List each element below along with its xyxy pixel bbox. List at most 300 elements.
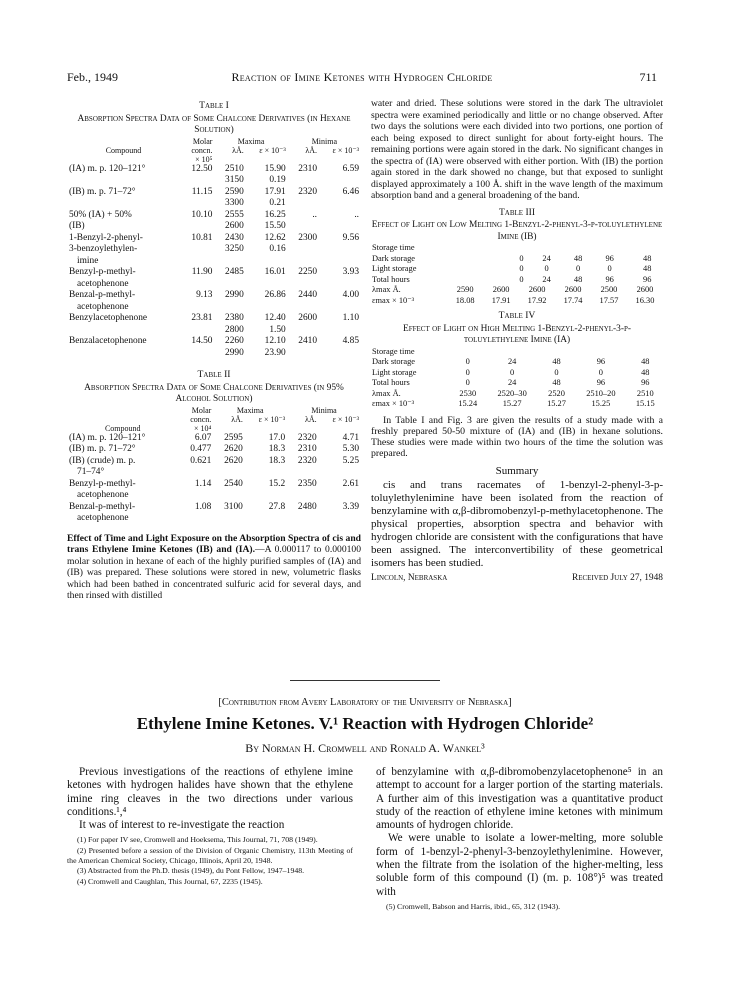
table-cell: [319, 467, 361, 479]
table-cell: 0: [519, 264, 524, 273]
table3-body: [371, 254, 663, 286]
table-cell: 0.477: [190, 444, 212, 454]
summary-heading: Summary: [495, 464, 539, 477]
table-cell: 3250: [225, 244, 244, 254]
table-cell: 2520: [548, 388, 565, 398]
table-cell: 3.93: [342, 267, 359, 277]
table-cell: 9.13: [196, 290, 213, 300]
table2-head-lam2: λÅ.: [305, 414, 317, 424]
table-cell: 23.90: [264, 347, 286, 358]
table-cell: 0: [576, 264, 581, 273]
table-cell: 2.61: [342, 478, 359, 489]
table3-caption: Effect of Light on Low Melting 1-Benzyl-2-phenyl-3-p-toluylethylene Imine (IB): [371, 220, 663, 242]
summary-footer: [371, 573, 663, 585]
table-note: In Table I and Fig. 3 are given the results of a study made with a freshly prepared 50-50 mixture of (IA) and (IB) in hexane solutions. These studies were made within two hours of the time the solution was prepared.: [371, 414, 663, 460]
table-cell: 2260: [225, 336, 244, 346]
table2-head-molar: Molar: [191, 405, 212, 415]
summary-text: cis and trans racemates of 1-benzyl-2-phenyl-3-p-toluylethylenimine have been isolated from the reaction of benzylamine with α,β-dibromobenzyl-p-methylacetophenone. The physical properties, absorption spectra and behavior with hydrogen chloride are consistent with the configurations that have been assigned. The interconvertibility of these geometrical isomers has been studied.: [371, 479, 663, 570]
table1: [67, 137, 361, 360]
table-row: [371, 389, 663, 400]
page-header: [67, 70, 657, 86]
table-cell: (IB) m. p. 71–72°: [69, 186, 136, 197]
table-cell: εmax × 10⁻³: [372, 399, 415, 408]
table-cell: 71–74°: [77, 467, 105, 477]
table-cell: 10.81: [191, 232, 213, 243]
table4-label: Table IV: [498, 310, 536, 321]
table-cell: [288, 279, 319, 291]
table-cell: [180, 256, 215, 268]
table-cell: 2620: [224, 444, 243, 454]
table3-eps-label: εmax × 10⁻³: [372, 295, 415, 305]
table1-head-concn: concn.: [191, 145, 213, 155]
article-title: Ethylene Imine Ketones. V.¹ Reaction with Hydrogen Chloride²: [136, 714, 594, 733]
body-paragraph: It was of interest to re-investigate the reaction: [79, 819, 285, 832]
table-cell: 48: [552, 378, 561, 387]
table-cell: 2510: [225, 163, 244, 174]
table-cell: 2510–20: [586, 388, 616, 398]
table-cell: 2510: [636, 388, 654, 398]
table-cell: 0: [519, 253, 524, 263]
table-cell: 4.71: [342, 432, 359, 443]
table-cell: 2430: [225, 232, 244, 243]
table3-lam-row: [371, 285, 663, 296]
table1-head-maxima: Maxima: [237, 136, 265, 146]
table-cell: [319, 302, 361, 314]
table-cell: 48: [641, 367, 650, 377]
table-cell: [245, 467, 287, 479]
table-cell: 1.08: [194, 501, 212, 512]
table-row: [67, 456, 361, 468]
table3-spectra: [371, 285, 663, 306]
table-cell: acetophenone: [77, 513, 129, 523]
table-cell: 10.10: [191, 209, 213, 220]
table2-caption: Absorption Spectra Data of Some Chalcone Derivatives (in 95% Alcohol Solution): [84, 382, 344, 404]
table-row: [371, 357, 663, 368]
table-cell: 6.07: [194, 432, 212, 443]
effect-heading: Effect of Time and Light Exposure on the Absorption Spectra of cis and trans Ethylene Imine Ketones (IB) and (IA).: [67, 532, 361, 555]
footnote: (1) For paper IV see, Cromwell and Hoeksema, This Journal, 71, 708 (1949).: [77, 835, 318, 845]
location: Lincoln, Nebraska: [371, 573, 448, 584]
table-cell: 17.91: [264, 186, 286, 197]
table-row: [371, 399, 663, 410]
table-cell: 11.15: [191, 186, 213, 197]
table-cell: [213, 467, 245, 479]
table-row: [67, 290, 361, 302]
table-cell: acetophenone: [77, 278, 129, 289]
table2-head-concn: concn.: [190, 414, 212, 424]
table-cell: [288, 348, 319, 360]
table-cell: [319, 513, 361, 525]
table-cell: [180, 221, 215, 233]
table-cell: [319, 198, 361, 210]
table-cell: 0.16: [269, 244, 286, 254]
table-cell: Light storage: [372, 367, 417, 377]
table-cell: 2250: [298, 267, 318, 277]
table-cell: 2410: [298, 336, 318, 346]
table-cell: 2310: [298, 163, 318, 174]
table1-head-lam2: λÅ.: [305, 145, 318, 155]
table-cell: 2320: [297, 432, 317, 443]
table-cell: 15.90: [264, 163, 286, 174]
table-cell: [288, 302, 319, 314]
table-cell: (IA) m. p. 120–121°: [69, 432, 146, 443]
table1-head-compound: Compound: [105, 145, 142, 155]
table-cell: 1-Benzyl-2-phenyl-: [69, 232, 143, 243]
table-cell: Dark storage: [372, 253, 416, 263]
table-cell: [245, 490, 287, 502]
table4-caption: Effect of Light on High Melting 1-Benzyl-2-phenyl-3-p-toluylethylene Imine (IA): [403, 323, 631, 345]
body-right-column: [376, 766, 663, 912]
table-cell: 15.24: [458, 399, 478, 408]
table-row: [67, 256, 361, 268]
table-cell: 50% (IA) + 50%: [69, 209, 132, 220]
table3-eps-row: [371, 296, 663, 307]
table-cell: 48: [573, 274, 583, 284]
table-cell: [287, 513, 319, 525]
table-row: [67, 325, 361, 337]
footnotes: [67, 835, 353, 886]
table-cell: [246, 302, 288, 314]
table-cell: 2590: [225, 186, 244, 197]
table-cell: 17.92: [527, 295, 547, 305]
table-cell: [246, 256, 288, 268]
table-cell: [319, 244, 361, 256]
table1-caption: Absorption Spectra Data of Some Chalcone Derivatives (in Hexane Solution): [77, 113, 351, 135]
table-cell: [319, 256, 361, 268]
body-paragraph: of benzylamine with α,β-dibromobenzylacetophenone⁵ in an attempt to account for a larger portion of the starting materials. A further aim of this investigation was a quantitative product study of the reaction of ethylene imine ketones with minimum amounts of hydrogen chloride.: [376, 766, 663, 832]
table-cell: acetophenone: [77, 301, 129, 312]
table-row: [67, 513, 361, 525]
table-cell: [180, 302, 215, 314]
table-cell: 2310: [297, 444, 317, 454]
table-cell: 3.39: [342, 501, 359, 512]
table-cell: 0: [519, 274, 524, 284]
table-cell: 96: [596, 378, 606, 387]
table-cell: Benzyl-p-methyl-: [69, 478, 136, 489]
table-cell: Dark storage: [372, 357, 416, 366]
table-cell: 3300: [225, 198, 244, 208]
table-cell: [214, 256, 245, 268]
table1-head-eps: ε × 10⁻³: [259, 145, 286, 155]
table-row: [67, 490, 361, 502]
table-cell: 0: [510, 367, 515, 377]
table-cell: 2595: [224, 432, 243, 443]
effect-text: —A 0.000117 to 0.000100 molar solution in hexane of each of the highly purified samples of (IA) and (IB) was prepared. These solutions were stored in new, volumetric flasks which had been bathed in concentrated sulfuric acid for several days, and then rinsed with distilled: [67, 544, 362, 601]
table-cell: 1.50: [269, 324, 286, 335]
table-row: [67, 479, 361, 491]
table-cell: [67, 325, 180, 337]
table-cell: 9.56: [342, 232, 359, 243]
table-cell: 96: [596, 357, 606, 366]
table-cell: (IB): [69, 221, 85, 231]
table-cell: [178, 513, 213, 525]
table3-label: Table III: [498, 206, 536, 218]
table-cell: [180, 325, 215, 337]
table-cell: 1.10: [342, 313, 359, 323]
table-cell: 15.15: [635, 399, 655, 408]
table-cell: 2600: [225, 221, 244, 231]
table-cell: Benzal-p-methyl-: [69, 501, 136, 512]
table-cell: 48: [552, 357, 561, 366]
table-cell: 18.3: [268, 455, 286, 466]
right-top-paragraph: water and dried. These solutions were stored in the dark The ultraviolet spectra were examined periodically and little or no change observed. After two days the solutions were each divided into two portions, one portion of each being exposed to direct sunlight for about forty-eight hours. The remaining portions were again stored in the dark. No significant changes in the spectra of (IA) were observed with either portion. With (IB) the portion again stored in the dark showed no change, but that exposed to sunlight displayed approximately a 100 Å. shift in the wave length of the maximum absorption band and a general broadening of the band.: [371, 98, 663, 201]
table-cell: 2520–30: [497, 388, 527, 398]
table4-storage-time: Storage time: [372, 346, 415, 356]
table-cell: 23.81: [191, 313, 213, 323]
body-paragraph: We were unable to isolate a lower-melting, more soluble form of 1-benzyl-2-phenyl-3-benzoylethylenimine. However, when the filtrate from the isolation of the higher-melting, less soluble form of this compound (I) (m. p. 108°)⁵ was treated with: [376, 832, 663, 898]
table-cell: [178, 490, 213, 502]
footnotes: [376, 902, 663, 912]
table1-head-minima: Minima: [311, 136, 338, 146]
table3: [371, 243, 663, 285]
right-column: [371, 98, 663, 585]
table-cell: 2320: [298, 186, 318, 197]
table2-head-eps2: ε × 10⁻³: [332, 414, 359, 424]
table2: [67, 406, 361, 525]
table-cell: 12.62: [264, 232, 286, 243]
table-cell: Light storage: [372, 264, 417, 273]
table-cell: 2620: [224, 455, 243, 466]
table-cell: 2600: [564, 285, 582, 294]
table-cell: 24: [542, 253, 551, 263]
table3-lam-label: λmax Å.: [372, 285, 401, 294]
table-cell: 96: [643, 274, 652, 284]
table-cell: 18.3: [268, 444, 286, 454]
table-cell: 3100: [224, 501, 243, 512]
table-cell: 17.74: [563, 295, 583, 305]
table-cell: 2590: [456, 285, 474, 294]
table-cell: 48: [641, 357, 650, 366]
table-cell: [67, 348, 180, 360]
table-cell: 2540: [224, 478, 243, 489]
footnote: (2) Presented before a session of the Division of Organic Chemistry, 113th Meeting of the American Chemical Society, Chicago, Illinois, April 20, 1948.: [67, 846, 353, 865]
table-cell: (IA) m. p. 120–121°: [69, 163, 146, 174]
table-cell: 2320: [297, 455, 317, 466]
table-cell: [288, 221, 319, 233]
table-cell: 15.27: [502, 399, 522, 408]
table-cell: 2500: [600, 285, 618, 294]
body-paragraph: Previous investigations of the reactions of ethylene imine ketones with hydrogen halides have shown that the ethylene imine ring cleaves in the two directions under various conditions.¹,⁴: [67, 766, 353, 818]
table-cell: [288, 256, 319, 268]
table-cell: 0: [598, 367, 603, 377]
table2-head-maxima: Maxima: [236, 405, 264, 415]
table-row: [67, 244, 361, 256]
table-row: [67, 313, 361, 325]
table-cell: ..: [354, 209, 359, 220]
table-row: [67, 467, 361, 479]
table-cell: 17.57: [599, 295, 619, 305]
table-cell: 2600: [528, 285, 546, 294]
received-date: Received July 27, 1948: [571, 573, 663, 584]
table-cell: 2800: [225, 324, 244, 335]
table-row: [371, 264, 663, 275]
table-cell: [319, 221, 361, 233]
table-cell: 27.8: [268, 501, 286, 512]
table-cell: (IB) (crude) m. p.: [69, 455, 136, 466]
table-cell: Total hours: [372, 378, 410, 387]
table-cell: 17.0: [268, 432, 286, 443]
table-cell: 3150: [225, 175, 244, 185]
table-row: [371, 368, 663, 379]
table-cell: [213, 490, 245, 502]
table-cell: 16.25: [264, 209, 286, 220]
table-cell: 0.621: [190, 455, 212, 466]
table2-head-compound: Compound: [104, 423, 141, 433]
table-row: [371, 275, 663, 286]
table2-head-eps: ε × 10⁻³: [258, 414, 286, 424]
table-cell: [180, 279, 215, 291]
table-cell: ..: [312, 209, 318, 220]
table-cell: 2380: [225, 313, 244, 323]
table1-label: Table I: [199, 100, 229, 111]
page-number: 711: [639, 70, 657, 84]
table-cell: 24: [507, 357, 517, 366]
table2-head-x: × 10⁴: [193, 423, 212, 433]
table-row: [67, 233, 361, 245]
table-cell: [288, 325, 319, 337]
table-cell: 2600: [636, 285, 654, 294]
table-cell: 15.25: [591, 399, 611, 408]
table-cell: 0: [465, 367, 470, 377]
table-cell: [288, 198, 319, 210]
table-cell: 15.2: [268, 478, 286, 489]
table-row: [67, 348, 361, 360]
table-cell: 96: [605, 253, 614, 263]
table-row: [67, 198, 361, 210]
footnote: (3) Abstracted from the Ph.D. thesis (1949), du Pont Fellow, 1947–1948.: [77, 866, 305, 876]
table-cell: 2990: [225, 290, 244, 300]
table-cell: λmax Å.: [372, 388, 401, 398]
table-cell: 48: [643, 264, 652, 273]
table-row: [67, 444, 361, 456]
table-cell: (IB) m. p. 71–72°: [69, 444, 136, 454]
contribution-line: [Contribution from Avery Laboratory of the University of Nebraska]: [218, 697, 512, 708]
table-cell: 2600: [298, 313, 318, 323]
table-row: [371, 378, 663, 389]
table-row: [67, 187, 361, 199]
table-cell: Benzyl-p-methyl-: [69, 267, 136, 277]
table-cell: 18.08: [455, 295, 475, 305]
left-column: [67, 98, 361, 602]
table-cell: [180, 348, 215, 360]
table-cell: 24: [507, 378, 517, 387]
table-cell: [67, 198, 180, 210]
table-cell: 5.25: [342, 455, 359, 466]
table-cell: [319, 279, 361, 291]
table-cell: 5.30: [342, 444, 359, 454]
footnote: (5) Cromwell, Babson and Harris, ibid., 65, 312 (1943).: [386, 901, 561, 911]
table-cell: 3-benzoylethylen-: [69, 244, 138, 254]
table1-head-molar: Molar: [192, 136, 213, 146]
table-cell: [319, 175, 361, 187]
table-cell: 4.00: [342, 290, 359, 300]
running-title: Reaction of Imine Ketones with Hydrogen Chloride: [231, 70, 493, 84]
table3-storage-time: Storage time: [372, 243, 415, 252]
table1-head-eps2: ε × 10⁻³: [332, 145, 359, 155]
table-cell: 24: [542, 274, 551, 284]
table-cell: Benzalacetophenone: [69, 336, 147, 346]
table-cell: 12.10: [264, 336, 286, 346]
table2-label: Table II: [197, 369, 231, 380]
table-cell: 0: [607, 264, 612, 273]
table-row: [67, 336, 361, 348]
table-cell: acetophenone: [77, 490, 129, 500]
table-cell: [319, 348, 361, 360]
table1-head-x: × 10⁵: [195, 154, 213, 164]
table-cell: 15.50: [264, 221, 286, 231]
table-cell: [214, 302, 245, 314]
table-cell: 2990: [225, 347, 244, 358]
effect-paragraph: [67, 533, 361, 602]
table-row: [67, 302, 361, 314]
table-cell: 2485: [225, 267, 244, 277]
table-cell: 96: [605, 274, 614, 284]
table-cell: [288, 175, 319, 187]
table-cell: 0: [554, 367, 559, 377]
table-cell: imine: [77, 255, 99, 266]
table-cell: 6.46: [342, 186, 359, 197]
table-cell: 48: [573, 253, 583, 263]
table-row: [67, 164, 361, 176]
table-cell: [319, 490, 361, 502]
table2-head-lam: λÅ.: [231, 414, 243, 424]
table-cell: 12.50: [191, 163, 213, 174]
table-cell: 96: [641, 378, 650, 387]
authors: By Norman H. Cromwell and Ronald A. Wankel³: [245, 741, 485, 755]
table-cell: 6.59: [342, 163, 359, 174]
table-cell: 2480: [297, 501, 317, 512]
table-cell: Total hours: [372, 274, 410, 284]
header-date: Feb., 1949: [67, 70, 118, 84]
table-row: [67, 502, 361, 514]
table1-head-lam: λÅ.: [232, 145, 244, 155]
table-row: [67, 210, 361, 222]
table-cell: [178, 467, 213, 479]
table-cell: 2300: [298, 232, 318, 243]
table4-body: [371, 357, 663, 410]
table2-head-minima: Minima: [311, 405, 337, 415]
table2-body: [67, 433, 361, 525]
table-cell: 1.14: [194, 478, 212, 489]
table-cell: 16.01: [264, 267, 286, 277]
table-cell: [319, 325, 361, 337]
footnote: (4) Cromwell and Caughlan, This Journal, 67, 2235 (1945).: [77, 876, 263, 886]
table-cell: [213, 513, 245, 525]
body-left-column: [67, 766, 353, 886]
table-cell: 2530: [459, 388, 477, 398]
table-row: [67, 433, 361, 445]
table-cell: [287, 490, 319, 502]
table-cell: [288, 244, 319, 256]
table-cell: 26.86: [264, 290, 286, 300]
table-cell: Benzal-p-methyl-: [69, 290, 136, 300]
table-cell: 17.91: [491, 295, 511, 305]
table-cell: 2440: [298, 290, 318, 300]
table-cell: [180, 244, 215, 256]
table-cell: [214, 279, 245, 291]
table-cell: 0: [465, 357, 470, 366]
table-cell: 14.50: [191, 336, 213, 346]
table-row: [371, 254, 663, 265]
table-row: [67, 175, 361, 187]
table-cell: [67, 175, 180, 187]
section-divider: [290, 680, 440, 681]
table-cell: [287, 467, 319, 479]
table-cell: 0: [544, 264, 549, 273]
table-row: [67, 267, 361, 279]
table-row: [67, 221, 361, 233]
table-cell: [245, 513, 287, 525]
